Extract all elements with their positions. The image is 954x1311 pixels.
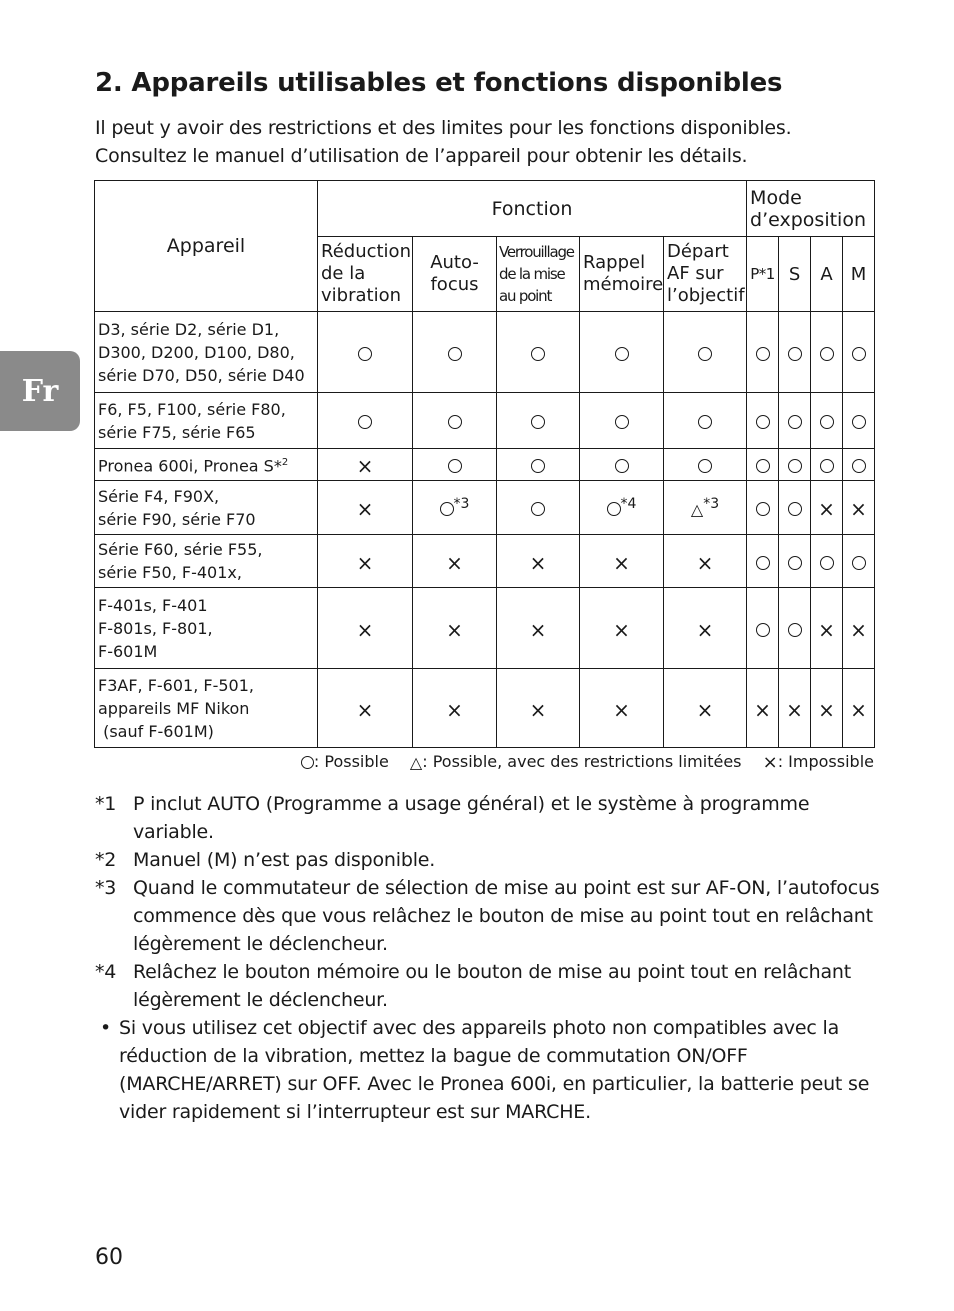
compat-cell xyxy=(779,535,811,588)
circle-icon xyxy=(820,556,834,570)
circle-icon xyxy=(852,347,866,361)
circle-icon xyxy=(788,502,802,516)
compat-cell xyxy=(413,535,497,588)
intro-line: Consultez le manuel d’utilisation de l’appareil pour obtenir les détails. xyxy=(95,145,748,167)
circle-icon xyxy=(531,347,545,361)
compat-cell xyxy=(497,669,580,748)
footnote: *1 P inclut AUTO (Programme a usage général) et le système à programme variable. xyxy=(95,793,810,843)
header-verrouillage: Verrouillage de la mise au point xyxy=(497,237,580,312)
circle-icon xyxy=(756,459,770,473)
cross-icon: × xyxy=(754,697,771,722)
table-row xyxy=(95,393,875,449)
intro-text xyxy=(95,114,895,170)
compat-cell xyxy=(811,588,843,669)
header-fonction: Fonction xyxy=(318,181,747,237)
footnote-ref: *4 xyxy=(620,495,637,512)
header-mode-p: P*1 xyxy=(747,237,779,312)
compat-cell xyxy=(664,481,747,535)
circle-icon xyxy=(531,459,545,473)
compat-cell xyxy=(318,481,413,535)
cross-icon: × xyxy=(529,617,547,642)
cross-icon: × xyxy=(529,550,547,575)
section-title: 2. Appareils utilisables et fonctions disponibles xyxy=(95,68,783,98)
circle-icon xyxy=(448,347,462,361)
table-body xyxy=(95,312,875,748)
footnotes xyxy=(95,790,885,1126)
compat-cell xyxy=(779,449,811,481)
circle-icon xyxy=(607,502,621,516)
compat-cell xyxy=(779,481,811,535)
table-row xyxy=(95,535,875,588)
compat-cell xyxy=(664,535,747,588)
table-row xyxy=(95,669,875,748)
cross-icon: × xyxy=(529,697,547,722)
cross-icon: × xyxy=(818,697,835,722)
footnote: *4 Relâchez le bouton mémoire ou le bouton de mise au point tout en relâchant légèrement le déclencheur. xyxy=(95,961,851,1011)
compat-cell xyxy=(747,312,779,393)
cross-icon: × xyxy=(696,697,714,722)
compat-cell xyxy=(664,669,747,748)
compat-cell xyxy=(747,449,779,481)
circle-icon xyxy=(698,415,712,429)
table-row xyxy=(95,449,875,481)
compat-cell xyxy=(413,312,497,393)
circle-icon xyxy=(698,459,712,473)
legend-limited: △: Possible, avec des restrictions limitées xyxy=(409,752,742,772)
cross-icon: × xyxy=(356,617,374,642)
camera-cell: F6, F5, F100, série F80, série F75, série F65 xyxy=(95,393,318,449)
language-tab: Fr xyxy=(0,351,80,431)
circle-icon xyxy=(852,459,866,473)
circle-icon xyxy=(788,347,802,361)
compat-cell xyxy=(747,669,779,748)
circle-icon xyxy=(788,556,802,570)
compat-cell xyxy=(811,393,843,449)
compat-cell xyxy=(413,481,497,535)
compat-cell xyxy=(318,312,413,393)
bullet-note: • Si vous utilisez cet objectif avec des appareils photo non compatibles avec la réduction de la vibration, mettez la bague de commutation ON/OFF (MARCHE/ARRET) sur OFF. Avec le Pronea 600i, en particulier, la batterie peut se vider rapidement si l’interrupteur est sur MARCHE. xyxy=(95,1014,885,1126)
cross-icon: × xyxy=(818,617,835,642)
circle-icon xyxy=(301,756,314,769)
cross-icon: × xyxy=(818,497,835,521)
circle-icon xyxy=(531,415,545,429)
legend-possible: : Possible xyxy=(301,752,389,771)
circle-icon xyxy=(788,623,802,637)
legend-impossible: ×: Impossible xyxy=(762,751,874,773)
table-row xyxy=(95,312,875,393)
compat-cell xyxy=(497,588,580,669)
header-rappel-memoire: Rappel mémoire xyxy=(580,237,664,312)
circle-icon xyxy=(615,459,629,473)
header-mode-m: M xyxy=(843,237,875,312)
header-reduction-vibration: Réduction de la vibration xyxy=(318,237,413,312)
compat-cell xyxy=(843,312,875,393)
cross-icon: × xyxy=(446,550,463,575)
circle-icon xyxy=(756,502,770,516)
circle-icon xyxy=(358,347,372,361)
circle-icon xyxy=(448,415,462,429)
compat-cell xyxy=(580,312,664,393)
compat-cell xyxy=(747,393,779,449)
cross-icon: × xyxy=(762,751,778,773)
compat-cell xyxy=(843,393,875,449)
cross-icon: × xyxy=(613,550,630,575)
camera-cell: Pronea 600i, Pronea S*$^2$ xyxy=(95,449,318,481)
compat-cell xyxy=(843,535,875,588)
compat-cell xyxy=(779,669,811,748)
circle-icon xyxy=(788,415,802,429)
compat-cell xyxy=(580,535,664,588)
footnote-ref: *3 xyxy=(453,495,470,512)
compat-cell xyxy=(413,393,497,449)
compat-cell xyxy=(318,588,413,669)
compat-cell xyxy=(497,312,580,393)
table-row xyxy=(95,588,875,669)
header-autofocus: Auto- focus xyxy=(413,237,497,312)
triangle-icon: △ xyxy=(690,499,704,519)
compat-cell xyxy=(580,481,664,535)
cross-icon: × xyxy=(696,550,714,575)
cross-icon: × xyxy=(356,697,374,722)
camera-cell: D3, série D2, série D1, D300, D200, D100, D80, série D70, D50, série D40 xyxy=(95,312,318,393)
header-mode-a: A xyxy=(811,237,843,312)
circle-icon xyxy=(852,415,866,429)
footnote-ref: *3 xyxy=(703,495,720,512)
compat-cell xyxy=(843,481,875,535)
header-mode-s: S xyxy=(779,237,811,312)
compat-cell xyxy=(318,393,413,449)
triangle-icon: △ xyxy=(409,753,423,772)
camera-cell: F3AF, F-601, F-501, appareils MF Nikon (sauf F-601M) xyxy=(95,669,318,748)
header-depart-af: Départ AF sur l’objectif xyxy=(664,237,747,312)
footnote: *2 Manuel (M) n’est pas disponible. xyxy=(95,849,436,871)
cross-icon: × xyxy=(696,617,714,642)
circle-icon xyxy=(820,459,834,473)
camera-cell: Série F60, série F55, série F50, F-401x, xyxy=(95,535,318,588)
compat-cell xyxy=(843,588,875,669)
cross-icon: × xyxy=(786,697,803,722)
compat-cell xyxy=(580,669,664,748)
compat-cell xyxy=(580,393,664,449)
cross-icon: × xyxy=(850,697,867,722)
cross-icon: × xyxy=(446,697,463,722)
cross-icon: × xyxy=(356,497,374,521)
circle-icon xyxy=(820,415,834,429)
cross-icon: × xyxy=(613,617,630,642)
compat-cell xyxy=(664,393,747,449)
circle-icon xyxy=(788,459,802,473)
compat-cell xyxy=(413,588,497,669)
compat-cell xyxy=(843,449,875,481)
cross-icon: × xyxy=(850,497,867,521)
compat-cell xyxy=(318,535,413,588)
compat-cell xyxy=(497,393,580,449)
compat-cell xyxy=(811,449,843,481)
circle-icon xyxy=(756,347,770,361)
compat-cell xyxy=(747,481,779,535)
header-mode-exposition: Mode d’exposition xyxy=(747,181,875,237)
compat-cell xyxy=(318,669,413,748)
compat-cell xyxy=(580,449,664,481)
compat-cell xyxy=(497,449,580,481)
circle-icon xyxy=(531,502,545,516)
cross-icon: × xyxy=(446,617,463,642)
compat-cell xyxy=(747,588,779,669)
camera-cell: F-401s, F-401 F-801s, F-801, F-601M xyxy=(95,588,318,669)
compat-cell xyxy=(811,312,843,393)
compat-cell xyxy=(413,669,497,748)
circle-icon xyxy=(820,347,834,361)
header-appareil: Appareil xyxy=(95,181,318,312)
compat-cell xyxy=(413,449,497,481)
compat-cell xyxy=(811,481,843,535)
footnote: *3 Quand le commutateur de sélection de mise au point est sur AF-ON, l’autofocus commence dès que vous relâchez le bouton de mise au point tout en relâchant légèrement le déclencheur. xyxy=(95,877,880,955)
compat-cell xyxy=(664,312,747,393)
table-row xyxy=(95,481,875,535)
circle-icon xyxy=(698,347,712,361)
bullet-icon: • xyxy=(100,1017,112,1039)
circle-icon xyxy=(756,623,770,637)
compat-cell xyxy=(779,588,811,669)
cross-icon: × xyxy=(356,454,374,478)
circle-icon xyxy=(440,502,454,516)
compat-cell xyxy=(811,669,843,748)
cross-icon: × xyxy=(850,617,867,642)
compat-cell xyxy=(811,535,843,588)
legend xyxy=(285,752,874,773)
compat-cell xyxy=(747,535,779,588)
compat-cell xyxy=(664,588,747,669)
circle-icon xyxy=(852,556,866,570)
circle-icon xyxy=(358,415,372,429)
compat-cell xyxy=(497,535,580,588)
compatibility-table xyxy=(94,180,875,748)
compat-cell xyxy=(497,481,580,535)
circle-icon xyxy=(615,347,629,361)
compat-cell xyxy=(580,588,664,669)
page-number: 60 xyxy=(95,1245,123,1270)
circle-icon xyxy=(756,415,770,429)
circle-icon xyxy=(615,415,629,429)
compat-cell xyxy=(664,449,747,481)
cross-icon: × xyxy=(356,550,374,575)
compat-cell xyxy=(779,312,811,393)
camera-cell: Série F4, F90X, série F90, série F70 xyxy=(95,481,318,535)
circle-icon xyxy=(448,459,462,473)
circle-icon xyxy=(756,556,770,570)
compat-cell xyxy=(779,393,811,449)
compat-cell xyxy=(318,449,413,481)
cross-icon: × xyxy=(613,697,630,722)
intro-line: Il peut y avoir des restrictions et des limites pour les fonctions disponibles. xyxy=(95,117,792,139)
compat-cell xyxy=(843,669,875,748)
